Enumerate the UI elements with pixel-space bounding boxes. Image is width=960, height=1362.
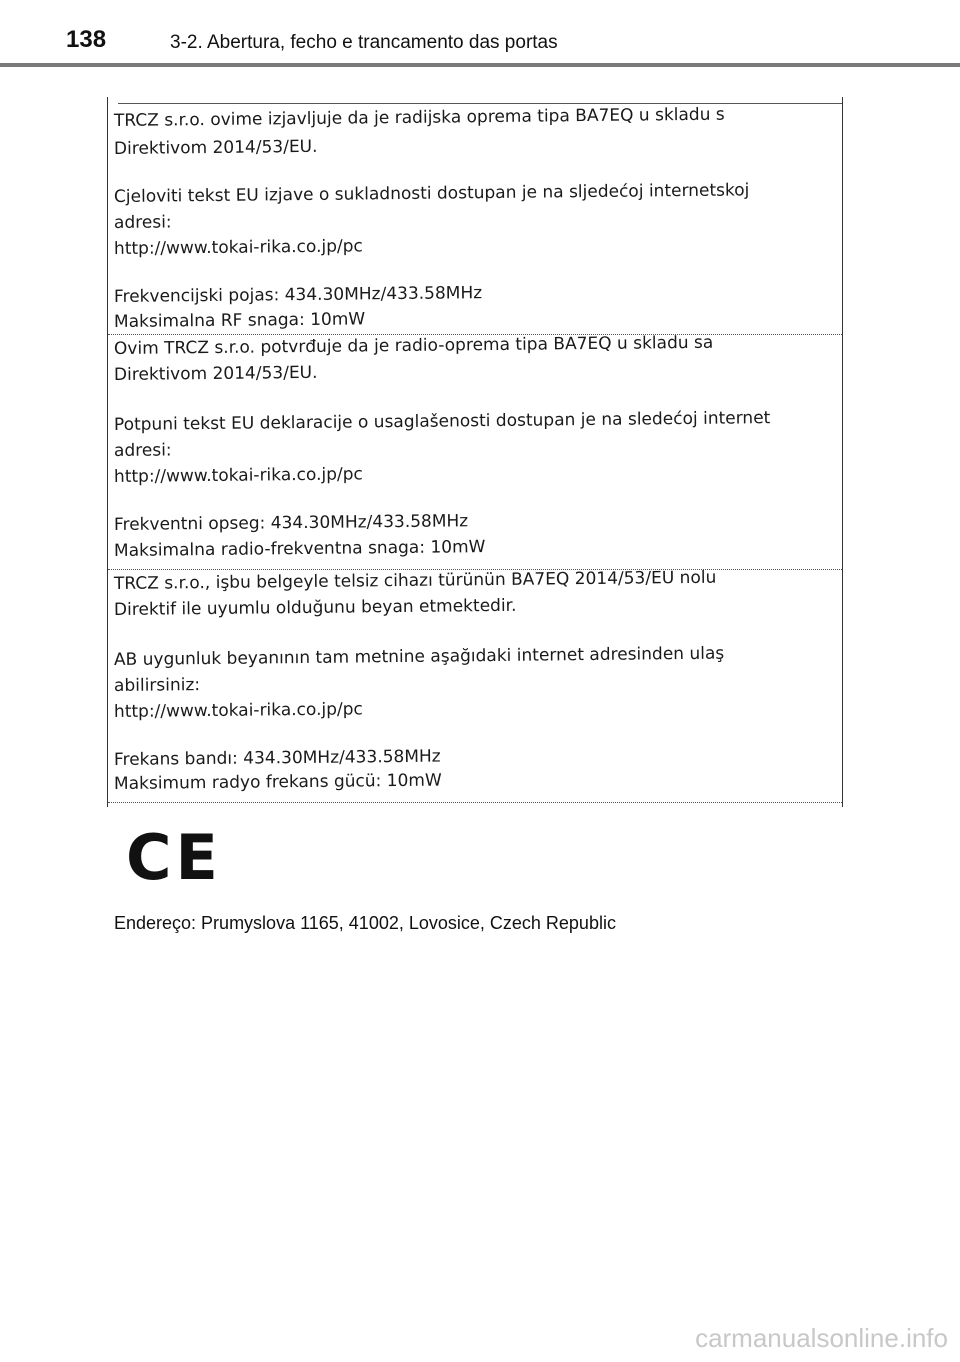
declaration-line: http://www.tokai-rika.co.jp/pc bbox=[113, 699, 363, 722]
declaration-line: TRCZ s.r.o., işbu belgeyle telsiz cihazı türünün BA7EQ 2014/53/EU nolu bbox=[113, 567, 717, 594]
declaration-line: Direktivom 2014/53/EU. bbox=[113, 362, 318, 385]
declaration-croatian bbox=[108, 105, 842, 332]
declaration-line: Frekans bandı: 434.30MHz/433.58MHz bbox=[113, 746, 441, 770]
declaration-line: TRCZ s.r.o. ovime izjavljuje da je radijska oprema tipa BA7EQ u skladu s bbox=[113, 104, 725, 131]
top-rule bbox=[118, 103, 842, 104]
declaration-line: Direktivom 2014/53/EU. bbox=[113, 136, 318, 159]
declaration-line: Maksimalna RF snaga: 10mW bbox=[113, 309, 366, 332]
declaration-scan bbox=[107, 97, 843, 807]
ce-mark-logo: CE bbox=[126, 821, 222, 894]
declaration-line: Maksimalna radio-frekventna snaga: 10mW bbox=[113, 537, 486, 561]
declaration-turkish bbox=[108, 569, 842, 803]
page-header bbox=[0, 0, 960, 70]
declaration-line: abilirsiniz: bbox=[113, 675, 201, 696]
manufacturer-address: Endereço: Prumyslova 1165, 41002, Lovosice, Czech Republic bbox=[114, 913, 616, 933]
declaration-line: AB uygunluk beyanının tam metnine aşağıdaki internet adresinden ulaş bbox=[113, 643, 725, 670]
declaration-line: Cjeloviti tekst EU izjave o sukladnosti dostupan je na sljedećoj internetskoj bbox=[113, 180, 750, 207]
header-rule bbox=[0, 63, 960, 67]
declaration-line: Ovim TRCZ s.r.o. potvrđuje da je radio-oprema tipa BA7EQ u skladu sa bbox=[113, 332, 714, 359]
declaration-line: Potpuni tekst EU deklaracije o usaglašenosti dostupan je na sledećoj internet bbox=[113, 408, 771, 435]
section-title: 3-2. Abertura, fecho e trancamento das portas bbox=[170, 32, 558, 53]
declaration-line: Frekvencijski pojas: 434.30MHz/433.58MHz bbox=[113, 283, 483, 307]
declaration-line: adresi: bbox=[113, 440, 172, 461]
declaration-line: http://www.tokai-rika.co.jp/pc bbox=[113, 236, 363, 259]
watermark: carmanualsonline.info bbox=[695, 1323, 948, 1353]
declaration-line: Direktif ile uyumlu olduğunu beyan etmektedir. bbox=[113, 595, 517, 620]
declaration-line: Maksimum radyo frekans gücü: 10mW bbox=[113, 770, 442, 794]
declaration-line: http://www.tokai-rika.co.jp/pc bbox=[113, 464, 363, 487]
declaration-line: Frekventni opseg: 434.30MHz/433.58MHz bbox=[113, 511, 469, 535]
page-number: 138 bbox=[66, 26, 107, 53]
declaration-serbian bbox=[108, 334, 842, 567]
declaration-line: adresi: bbox=[113, 212, 172, 233]
